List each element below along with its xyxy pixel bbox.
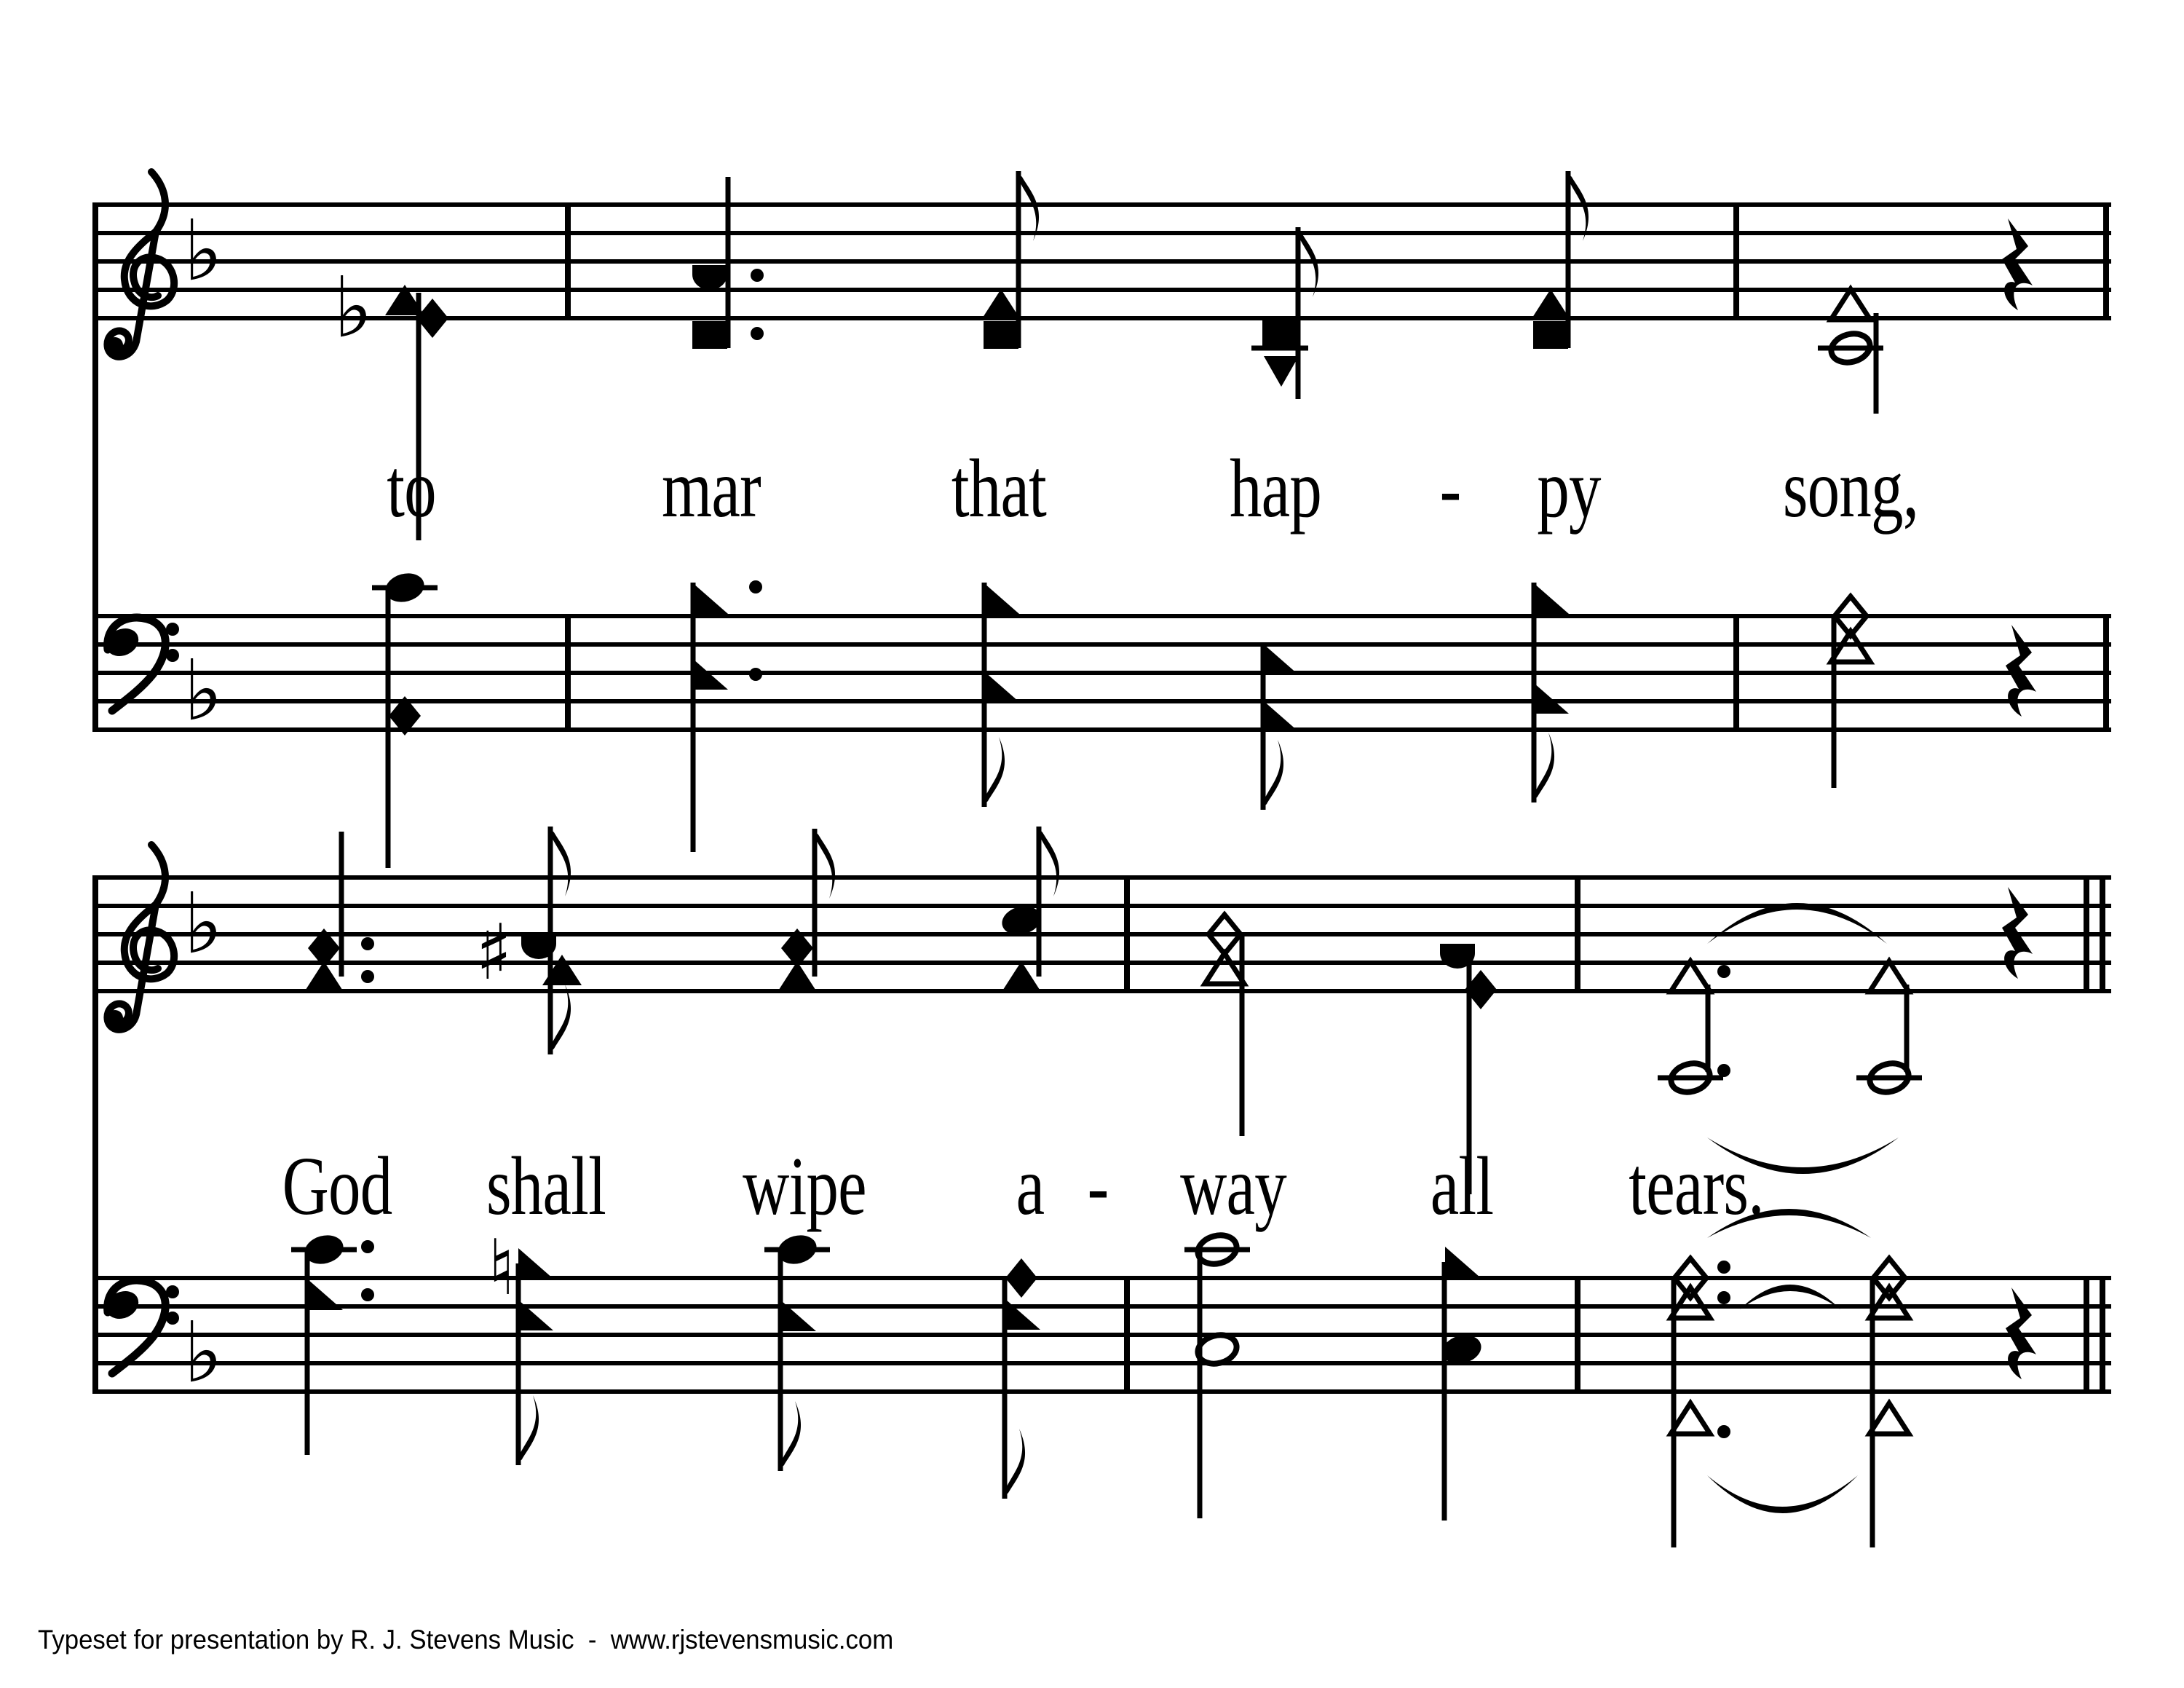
note-stem: [691, 583, 696, 852]
barline: [565, 202, 571, 320]
staff-line: [95, 1276, 2111, 1280]
note-stem: [516, 1263, 521, 1465]
augmentation-dot: [1717, 1425, 1730, 1438]
augmentation-dot: [751, 269, 764, 282]
notehead-diamond: [416, 299, 448, 338]
lyric-syllable: hap: [1229, 442, 1322, 535]
barline: [2100, 1276, 2105, 1394]
note-stem: [1874, 313, 1879, 414]
staff-line: [95, 671, 2111, 675]
lyric-syllable: -: [1087, 1140, 1109, 1232]
notehead-fa-triangle: [1263, 644, 1298, 674]
tie-arc: [1707, 903, 1887, 944]
notehead-triangle-down: [1264, 356, 1299, 387]
staff-line: [95, 288, 2111, 292]
staff-line: [95, 989, 2111, 993]
key-signature-flat-icon: ♭: [183, 642, 223, 740]
notehead-triangle: [1205, 953, 1244, 984]
staff-line: [95, 875, 2111, 880]
staff-line: [95, 1361, 2111, 1365]
notehead-triangle: [304, 961, 344, 992]
note-stem: [1240, 934, 1245, 1136]
note-stem: [1706, 985, 1711, 1072]
lyric-syllable: that: [951, 442, 1047, 535]
note-stem: [1296, 227, 1301, 399]
lyric-syllable: wipe: [743, 1140, 866, 1232]
notehead-fa-triangle: [1005, 1299, 1040, 1330]
lyric-syllable: mar: [662, 442, 761, 535]
barline: [565, 614, 571, 732]
ledger-line: [1184, 1247, 1250, 1253]
staff-line: [95, 231, 2111, 235]
barline: [1575, 875, 1580, 993]
notehead-triangle: [1870, 1403, 1909, 1434]
augmentation-dot: [1717, 1064, 1730, 1077]
notehead-triangle: [981, 289, 1021, 320]
notehead-triangle: [1671, 1287, 1710, 1318]
staff-line: [95, 1333, 2111, 1337]
lyric-syllable: God: [282, 1140, 392, 1232]
notehead-square: [1262, 320, 1297, 348]
notehead-fa-triangle: [1263, 701, 1298, 731]
note-stem: [1442, 1262, 1447, 1521]
note-stem: [339, 832, 344, 977]
augmentation-dot: [361, 1288, 374, 1301]
lyric-syllable: shall: [486, 1140, 606, 1232]
barline: [2100, 875, 2105, 993]
lyric-syllable: to: [387, 442, 436, 535]
barline: [1733, 614, 1739, 732]
notehead-triangle: [1671, 1403, 1710, 1434]
key-signature-flat-icon: ♭: [183, 202, 223, 300]
key-signature-flat-icon: ♭: [183, 875, 223, 973]
notehead-triangle: [1831, 289, 1870, 320]
lyric-syllable: py: [1537, 442, 1601, 535]
augmentation-dot: [1717, 1291, 1730, 1304]
notehead-square: [984, 321, 1018, 349]
staff-line: [95, 699, 2111, 703]
lyric-syllable: tears.: [1629, 1140, 1764, 1232]
accidental-icon: ♯: [475, 908, 513, 997]
augmentation-dot: [361, 970, 374, 983]
ledger-line: [1856, 1076, 1922, 1081]
notehead-cup: [692, 265, 727, 290]
staff-line: [95, 316, 2111, 320]
lyric-syllable: all: [1430, 1140, 1494, 1232]
staff-line: [95, 614, 2111, 618]
note-stem: [1037, 827, 1042, 977]
notehead-fa-triangle: [693, 583, 728, 614]
staff-line: [95, 642, 2111, 647]
footer-credit: [10, 1592, 893, 1688]
system-bracket-line: [92, 875, 98, 1394]
accidental-icon: ♭: [333, 259, 373, 357]
staff-line: [95, 1304, 2111, 1309]
barline: [1733, 202, 1739, 320]
notehead-square: [1533, 321, 1568, 349]
note-stem: [778, 1250, 783, 1471]
note-stem: [1904, 985, 1910, 1072]
augmentation-dot: [1717, 1261, 1730, 1274]
ledger-line: [1658, 1076, 1723, 1081]
augmentation-dot: [749, 580, 762, 593]
treble-clef-icon: [107, 172, 174, 357]
notehead-diamond: [1005, 1258, 1037, 1298]
tie-arc: [1707, 1475, 1858, 1513]
notehead-fa-triangle: [984, 583, 1019, 614]
staff-line: [95, 259, 2111, 264]
augmentation-dot: [751, 327, 764, 340]
augmentation-dot: [1717, 965, 1730, 978]
barline: [2084, 1276, 2089, 1394]
staff-line: [95, 202, 2111, 207]
note-stem: [1198, 1250, 1203, 1518]
notehead-fa-triangle: [1445, 1247, 1480, 1277]
notehead-triangle: [1671, 961, 1710, 992]
lyric-syllable: way: [1180, 1140, 1286, 1232]
staff-line: [95, 727, 2111, 732]
lyric-syllable: a: [1016, 1140, 1045, 1232]
staff-line: [95, 1389, 2111, 1394]
notehead-triangle: [1870, 961, 1909, 992]
note-stem: [1832, 616, 1837, 788]
notehead-triangle: [1531, 289, 1570, 320]
lyric-syllable: song,: [1782, 442, 1919, 535]
bass-clef-icon: [102, 618, 179, 711]
staff-line: [95, 961, 2111, 965]
notehead-fa-triangle: [984, 671, 1019, 702]
barline: [1124, 1276, 1130, 1394]
augmentation-dot: [361, 937, 374, 950]
footer-credit-text: Typeset for presentation by R. J. Stevens Music - www.rjstevensmusic.com: [38, 1625, 894, 1655]
bass-clef-icon: [102, 1280, 179, 1373]
notehead-fa-triangle: [1534, 683, 1569, 714]
barline: [1575, 1276, 1580, 1394]
lyric-syllable: -: [1439, 442, 1461, 535]
notehead-square: [692, 321, 727, 349]
notehead-triangle: [1002, 961, 1041, 992]
note-stem: [812, 829, 818, 977]
notehead-fa-triangle: [518, 1248, 553, 1279]
barline: [2103, 614, 2109, 732]
barline: [2103, 202, 2109, 320]
augmentation-dot: [749, 668, 762, 681]
barline: [1124, 875, 1130, 993]
key-signature-flat-icon: ♭: [183, 1304, 223, 1402]
note-stem: [386, 588, 391, 868]
accidental-icon: ♮: [488, 1223, 515, 1312]
staff-line: [95, 932, 2111, 936]
notehead-triangle: [1870, 1287, 1909, 1318]
system-bracket-line: [92, 202, 98, 732]
notehead-fa-triangle: [1534, 583, 1569, 614]
treble-clef-icon: [107, 845, 174, 1030]
barline: [2084, 875, 2089, 993]
augmentation-dot: [361, 1240, 374, 1253]
notehead-triangle: [778, 961, 817, 992]
